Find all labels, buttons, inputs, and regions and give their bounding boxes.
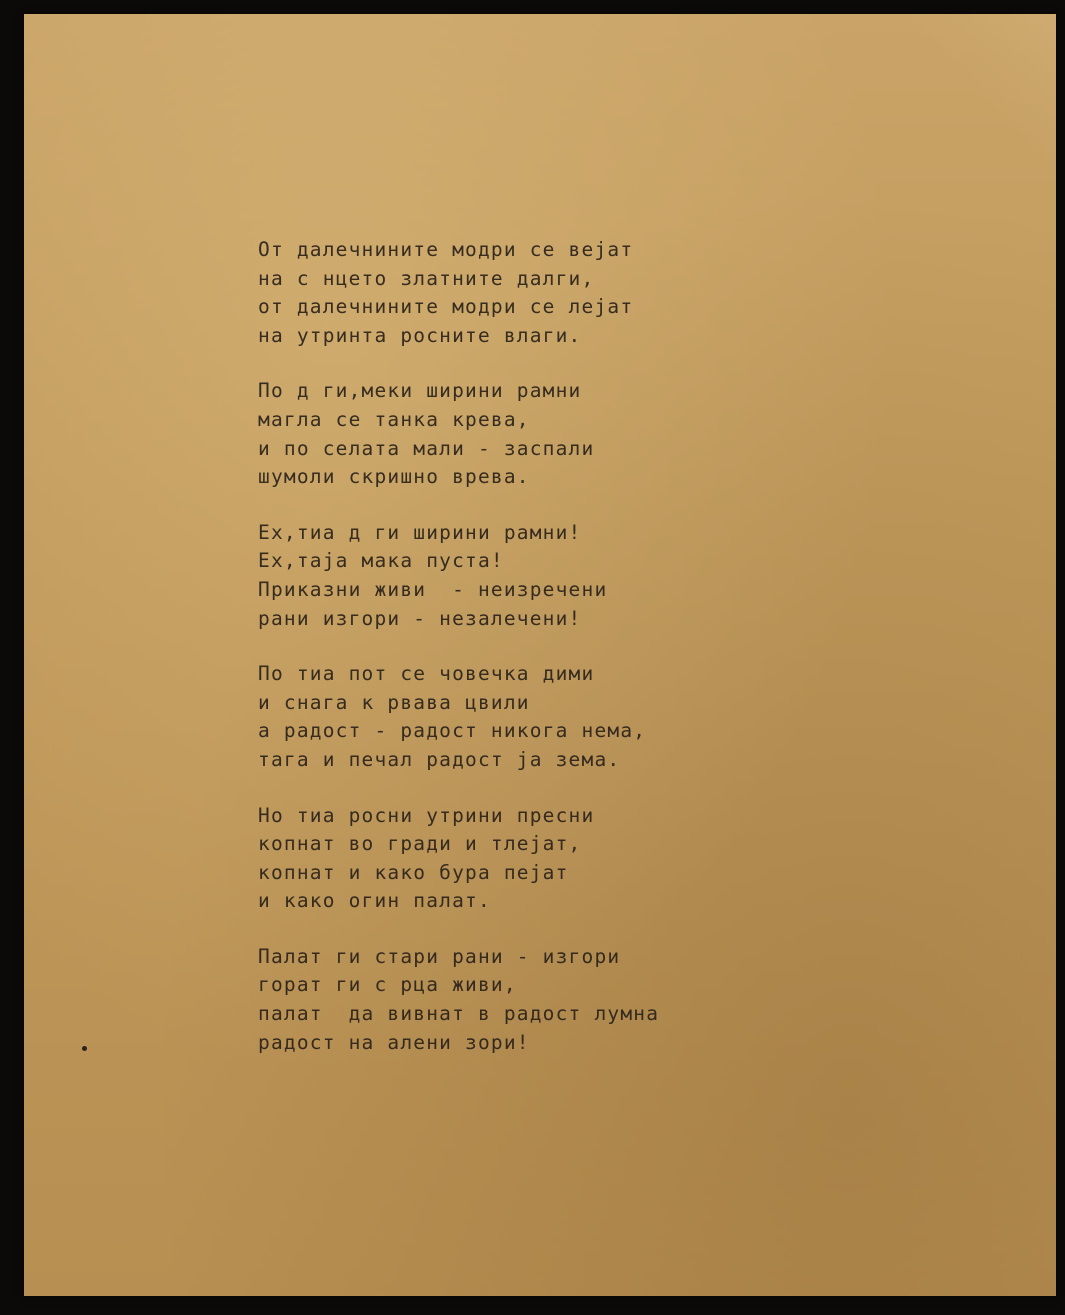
poem-line: Ех,тaја мака пуста! — [258, 549, 504, 573]
poem-line: палат да вивнат в радост лумна — [258, 1002, 660, 1026]
poem-line: а радост - радост никогa нема, — [258, 719, 647, 743]
poem-line: и како огин палат. — [258, 889, 491, 913]
stanza-5 — [258, 802, 778, 916]
poem-line: копнат во гради и тлејат, — [258, 832, 582, 856]
poem-line: на с нцето златните далги, — [258, 266, 595, 290]
stanza-6 — [258, 943, 778, 1057]
stanza-1 — [258, 236, 778, 350]
poem-line: от далечнините модри се лејат — [258, 295, 634, 319]
paper-sheet — [24, 14, 1056, 1296]
poem-line: шумоли скришно врева. — [258, 465, 530, 489]
stanza-2 — [258, 377, 778, 491]
poem-line: и снага к рвава цвили — [258, 690, 530, 714]
poem-line: Палат ги стари рани - изгори — [258, 944, 621, 968]
poem-line: рани изгори - незалечени! — [258, 606, 582, 630]
poem-line: горат ги с рца живи, — [258, 973, 517, 997]
poem-line: радост на алени зори! — [258, 1030, 530, 1054]
poem-line: Ех,тиа д ги ширини рамни! — [258, 520, 582, 544]
poem-line: От далечнините модри се вејат — [258, 238, 634, 261]
paper-fold — [896, 14, 1056, 174]
stanza-4 — [258, 660, 778, 774]
poem-line: Но тиа росни утрини пресни — [258, 803, 595, 827]
ink-speck — [82, 1046, 87, 1051]
poem-line: магла се танка крева, — [258, 407, 530, 431]
poem-line: копнат и како бура пејат — [258, 860, 569, 884]
typewritten-poem — [258, 236, 778, 1084]
stanza-3 — [258, 519, 778, 633]
poem-line: По тиа пот се човечка дими — [258, 662, 595, 686]
poem-line: и по селата мали - заспали — [258, 436, 595, 460]
poem-line: тага и печал радост ја зема. — [258, 747, 621, 771]
poem-line: Приказни живи - неизречени — [258, 577, 608, 601]
poem-line: на утринта росните влаги. — [258, 323, 582, 347]
poem-line: По д ги,меки ширини рамни — [258, 379, 582, 403]
